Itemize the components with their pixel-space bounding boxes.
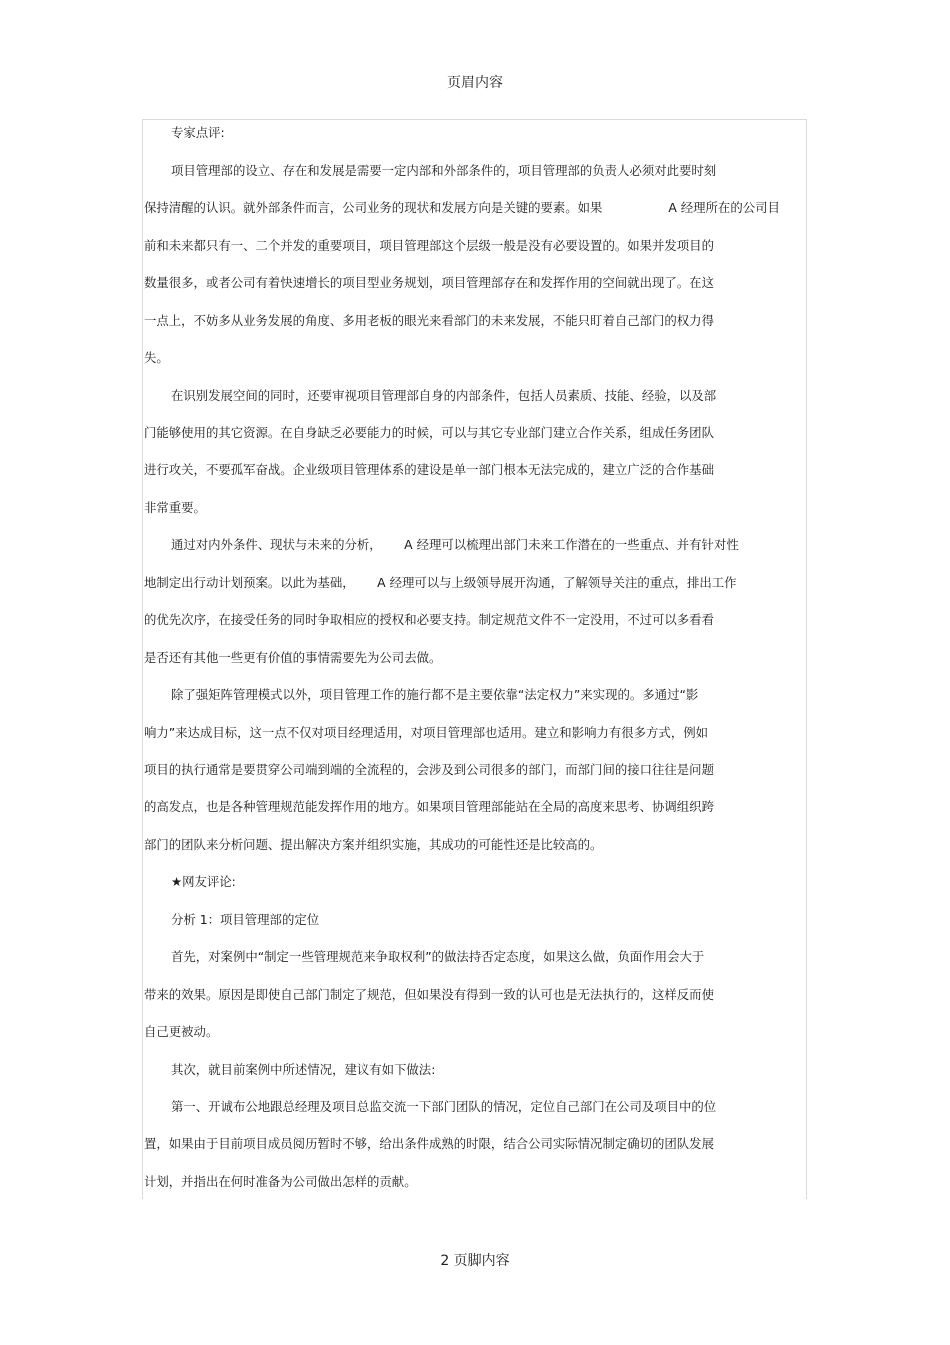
text-line: 门能够使用的其它资源。在自身缺乏必要能力的时候，可以与其它专业部门建立合作关系，组成任务团队 [144,425,714,440]
text-line: 失。 [144,350,169,365]
page-footer: 2 页脚内容 [440,1253,510,1269]
text-line: 一点上，不妨多从业务发展的角度、多用老板的眼光来看部门的未来发展，不能只盯着自己部门的权力得 [144,313,714,328]
text-line: 带来的效果。原因是即使自己部门制定了规范，但如果没有得到一致的认可也是无法执行的，这样反而使 [144,987,714,1002]
text-line: 分析 1：项目管理部的定位 [171,912,320,927]
text-line: 第一、开诚布公地跟总经理及项目总监交流一下部门团队的情况，定位自己部门在公司及项目中的位 [171,1099,717,1114]
text-line: 的优先次序，在接受任务的同时争取相应的授权和必要支持。制定规范文件不一定没用，不过可以多看看 [144,612,714,627]
text-line: 计划，并指出在何时准备为公司做出怎样的贡献。 [144,1174,417,1189]
page-header: 页眉内容 [447,75,503,91]
text-line: 自己更被动。 [144,1024,219,1039]
text-line: 数量很多，或者公司有着快速增长的项目型业务规划，项目管理部存在和发挥作用的空间就出现了。在这 [144,275,714,290]
text-line: 是否还有其他一些更有价值的事情需要先为公司去做。 [144,650,442,665]
text-line: 前和未来都只有一、二个并发的重要项目，项目管理部这个层级一般是没有必要设置的。如果并发项目的 [144,238,714,253]
text-line: 部门的团队来分析问题、提出解决方案并组织实施，其成功的可能性还是比较高的。 [144,837,603,852]
text-line: 其次，就目前案例中所述情况，建议有如下做法: [171,1062,436,1077]
text-line: 进行攻关，不要孤军奋战。企业级项目管理体系的建设是单一部门根本无法完成的，建立广泛的合作基础 [144,462,714,477]
text-line: 置，如果由于目前项目成员阅历暂时不够，给出条件成熟的时限，结合公司实际情况制定确切的团队发展 [144,1136,714,1151]
text-line: 项目的执行通常是要贯穿公司端到端的全流程的，会涉及到公司很多的部门，而部门间的接口往往是问题 [144,762,714,777]
text-line: ★网友评论: [171,874,236,889]
text-line: 在识别发展空间的同时，还要审视项目管理部自身的内部条件，包括人员素质、技能、经验，以及部 [171,388,717,403]
text-line: 保持清醒的认识。就外部条件而言，公司业务的现状和发展方向是关键的要素。如果 A 经理所在的公司目 [144,200,780,215]
text-line: 首先，对案例中“制定一些管理规范来争取权利”的做法持否定态度，如果这么做，负面作用会大于 [171,949,705,964]
text-line: 项目管理部的设立、存在和发展是需要一定内部和外部条件的，项目管理部的负责人必须对此要时刻 [171,163,717,178]
text-line: 的高发点，也是各种管理规范能发挥作用的地方。如果项目管理部能站在全局的高度来思考、协调组织跨 [144,799,714,814]
text-line: 通过对内外条件、现状与未来的分析， A 经理可以梳理出部门未来工作潜在的一些重点、并有针对性 [171,537,739,552]
text-line: 非常重要。 [144,500,206,515]
text-line: 响力”来达成目标，这一点不仅对项目经理适用，对项目管理部也适用。建立和影响力有很多方式，例如 [144,725,708,740]
text-line: 专家点评: [171,125,225,140]
text-line: 除了强矩阵管理模式以外，项目管理工作的施行都不是主要依靠“法定权力”来实现的。多通过“影 [171,687,699,702]
text-line: 地制定出行动计划预案。以此为基础， A 经理可以与上级领导展开沟通，了解领导关注的重点，排出工作 [144,575,737,590]
